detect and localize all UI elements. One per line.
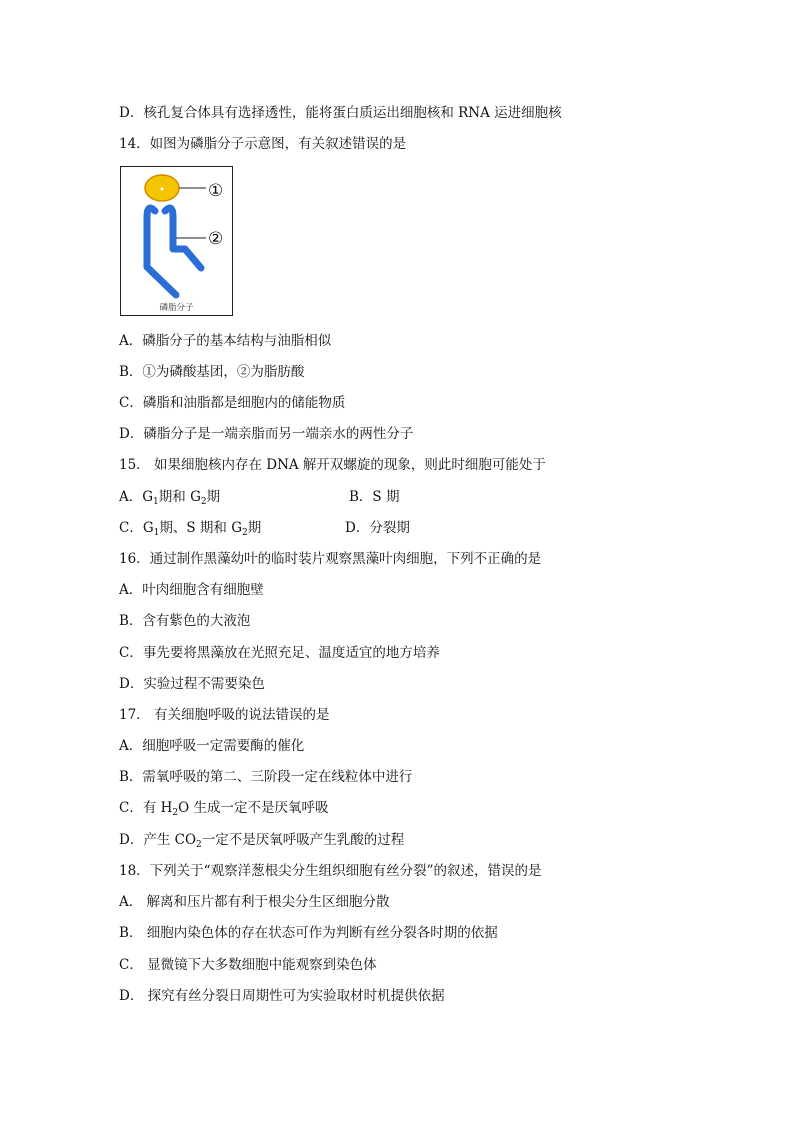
- q17-option-b: B．需氧呼吸的第二、三阶段一定在线粒体中进行: [119, 769, 413, 785]
- figure-label-2: ②: [208, 229, 224, 249]
- q17-option-a: A．细胞呼吸一定需要酶的催化: [119, 738, 305, 754]
- q18-option-a: A． 解离和压片都有利于根尖分生区细胞分散: [119, 894, 390, 910]
- q17-option-d: D．产生 $CO_2$一定不是厌氧呼吸产生乳酸的过程: [119, 832, 405, 850]
- q18-option-d: D． 探究有丝分裂日周期性可为实验取材时机提供依据: [119, 988, 445, 1004]
- phospholipid-figure: [120, 166, 233, 316]
- q16-option-a: A．叶肉细胞含有细胞壁: [119, 582, 264, 598]
- q14-option-c: C．磷脂和油脂都是细胞内的储能物质: [119, 395, 346, 411]
- q14-stem: 14．如图为磷脂分子示意图，有关叙述错误的是: [119, 136, 407, 152]
- q18-option-c: C． 显微镜下大多数细胞中能观察到染色体: [119, 957, 377, 973]
- figure-caption: 磷脂分子: [159, 303, 194, 313]
- q18-option-b: B． 细胞内染色体的存在状态可作为判断有丝分裂各时期的依据: [119, 925, 498, 941]
- q16-option-d: D．实验过程不需要染色: [119, 676, 265, 692]
- q15-option-c: C．$G_1$期、S 期和 $G_2$期: [119, 520, 262, 538]
- q13-option-d: D．核孔复合体具有选择透性，能将蛋白质运出细胞核和 RNA 运进细胞核: [119, 105, 562, 121]
- q17-option-c: C．有 $H_2O$ 生成一定不是厌氧呼吸: [119, 800, 329, 818]
- q15-stem: 15． 如果细胞核内存在 DNA 解开双螺旋的现象，则此时细胞可能处于: [119, 457, 546, 473]
- phospholipid-diagram: [121, 167, 234, 317]
- q16-option-b: B．含有紫色的大液泡: [119, 613, 251, 629]
- q15-option-a: A．$G_1$期和 $G_2$期: [119, 489, 221, 507]
- figure-label-1: ①: [208, 181, 224, 201]
- q14-option-a: A．磷脂分子的基本结构与油脂相似: [119, 333, 332, 349]
- q15-option-b: B．S 期: [349, 489, 400, 505]
- q16-option-c: C．事先要将黑藻放在光照充足、温度适宜的地方培养: [119, 645, 440, 661]
- q18-stem: 18．下列关于“观察洋葱根尖分生组织细胞有丝分裂”的叙述，错误的是: [119, 863, 542, 879]
- q14-option-d: D．磷脂分子是一端亲脂而另一端亲水的两性分子: [119, 426, 414, 442]
- q14-option-b: B．①为磷酸基团，②为脂肪酸: [119, 364, 305, 380]
- q16-stem: 16．通过制作黑藻幼叶的临时装片观察黑藻叶肉细胞，下列不正确的是: [119, 551, 542, 567]
- q17-stem: 17． 有关细胞呼吸的说法错误的是: [119, 707, 330, 723]
- q15-option-d: D．分裂期: [345, 520, 410, 536]
